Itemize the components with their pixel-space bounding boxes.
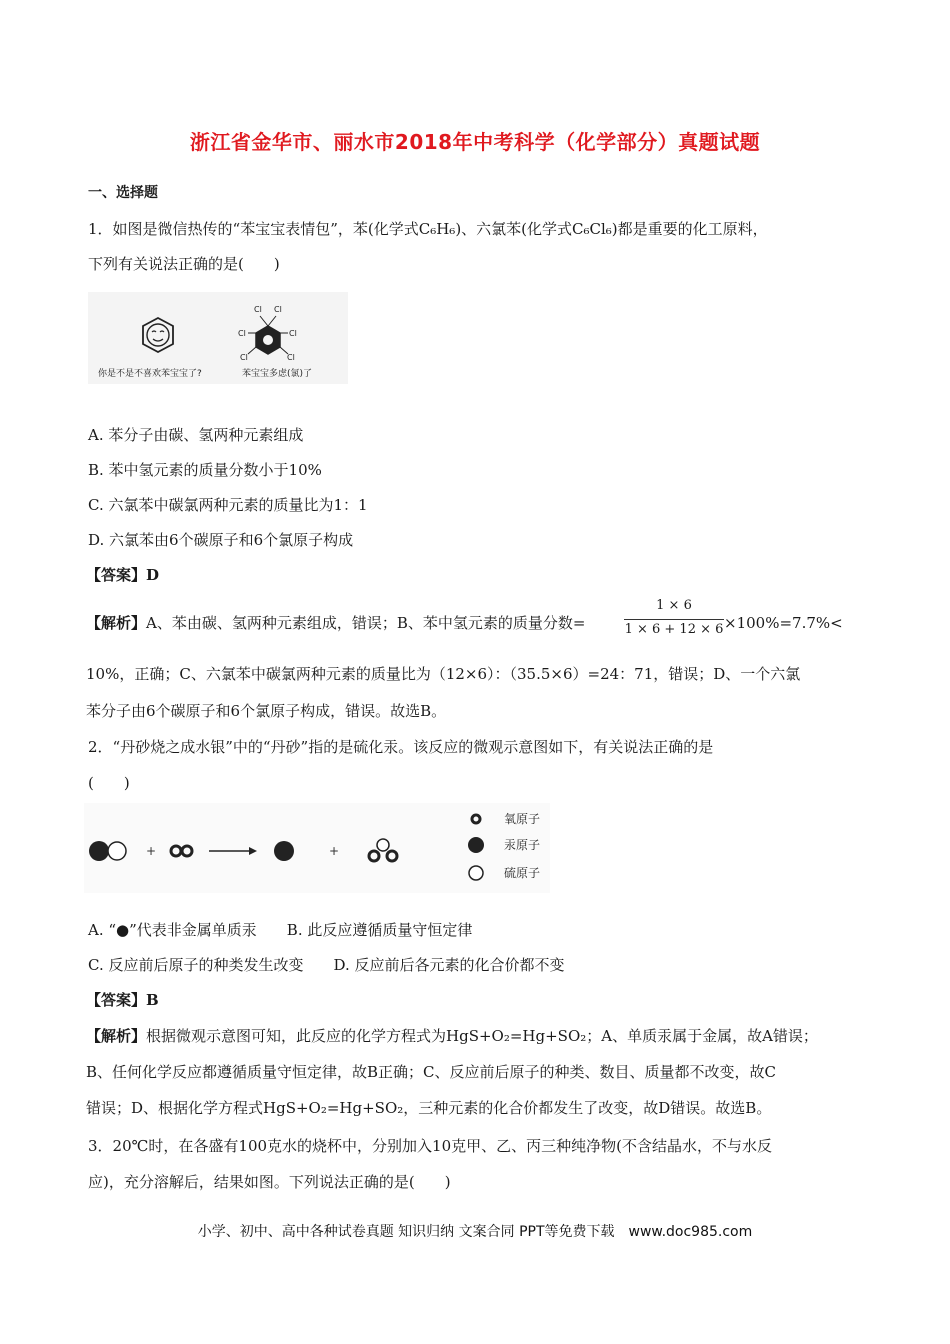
q2-stem-line2: ( )	[88, 774, 130, 792]
cl-label: Cl	[240, 353, 248, 362]
analysis-text: A、苯由碳、氢两种元素组成，错误；B、苯中氢元素的质量分数=	[146, 614, 586, 632]
cl-label: Cl	[238, 329, 246, 338]
mercury-atom	[89, 841, 109, 861]
plus-sign: +	[329, 844, 340, 858]
fraction-numerator: 1 × 6	[656, 598, 692, 613]
q1-benzene-meme-figure	[88, 292, 348, 384]
q1-analysis-line1-end: ×100%=7.7%<	[724, 614, 843, 632]
q1-analysis-line2: 10%，正确；C、六氯苯中碳氯两种元素的质量比为（12×6）：（35.5×6）=24：71，错误；D、一个六氯	[86, 665, 801, 683]
q2-stem-line1: 2．“丹砂烧之成水银”中的“丹砂”指的是硫化汞。该反应的微观示意图如下，有关说法正确的是	[88, 738, 714, 756]
q1-option-c: C. 六氯苯中碳氯两种元素的质量比为1：1	[88, 496, 368, 514]
q1-option-d: D. 六氯苯由6个碳原子和6个氯原子构成	[88, 531, 354, 549]
q1-analysis-line1	[86, 613, 585, 633]
cl-label: Cl	[287, 353, 295, 362]
caption-right: 苯宝宝多虑(氯)了	[242, 369, 313, 379]
analysis-text: 根据微观示意图可知，此反应的化学方程式为HgS+O₂=Hg+SO₂；A、单质汞属于金属，故A错误；	[146, 1027, 818, 1045]
analysis-label: 【解析】	[86, 614, 147, 632]
legend-oxygen-label: 氧原子	[504, 812, 541, 826]
cl-label: Cl	[274, 305, 282, 314]
q1-option-b: B. 苯中氢元素的质量分数小于10%	[88, 461, 322, 479]
ring-center	[263, 335, 273, 345]
q1-stem-line2: 下列有关说法正确的是( )	[88, 255, 280, 273]
plus-sign: +	[146, 844, 157, 858]
cl-label: Cl	[254, 305, 262, 314]
legend-mercury-label: 汞原子	[504, 838, 541, 852]
legend-sulfur-label: 硫原子	[504, 866, 541, 880]
q2-answer: 【答案】B	[86, 991, 159, 1009]
cl-label: Cl	[289, 329, 297, 338]
q2-analysis-line3: 错误；D、根据化学方程式HgS+O₂=Hg+SO₂，三种元素的化合价都发生了改变，故D错误。故选B。	[86, 1099, 772, 1117]
sulfur-atom	[377, 839, 389, 851]
caption-left: 你是不是不喜欢苯宝宝了?	[98, 369, 202, 379]
q1-option-a: A. 苯分子由碳、氢两种元素组成	[88, 426, 304, 444]
q3-stem-line1: 3．20℃时，在各盛有100克水的烧杯中，分别加入10克甲、乙、丙三种纯净物(不含结晶水，不与水反	[88, 1137, 772, 1155]
page-title: 浙江省金华市、丽水市2018年中考科学（化学部分）真题试题	[189, 130, 761, 154]
fraction-denominator: 1 × 6 + 12 × 6	[624, 622, 724, 637]
q2-options-ab: A. “●”代表非金属单质汞 B. 此反应遵循质量守恒定律	[88, 921, 473, 939]
analysis-label: 【解析】	[86, 1027, 147, 1045]
page-footer[interactable]: 小学、初中、高中各种试卷真题 知识归纳 文案合同 PPT等免费下载 www.doc985.com	[197, 1224, 753, 1240]
q1-stem-line1: 1．如图是微信热传的“苯宝宝表情包”，苯(化学式C₆H₆)、六氯苯(化学式C₆Cl₆)都是重要的化工原料，	[88, 220, 768, 238]
q2-analysis-line1	[86, 1026, 818, 1046]
section-heading: 一、选择题	[88, 185, 158, 201]
sulfur-atom	[108, 842, 126, 860]
q2-reaction-diagram	[84, 803, 550, 893]
fraction-bar	[624, 619, 724, 620]
mercury-atom	[274, 841, 294, 861]
legend-mercury-icon	[468, 837, 484, 853]
q2-options-cd: C. 反应前后原子的种类发生改变 D. 反应前后各元素的化合价都不变	[88, 956, 565, 974]
q1-answer: 【答案】D	[86, 566, 160, 584]
legend-sulfur-icon	[469, 866, 483, 880]
q1-analysis-line3: 苯分子由6个碳原子和6个氯原子构成，错误。故选B。	[86, 702, 447, 720]
q2-analysis-line2: B、任何化学反应都遵循质量守恒定律，故B正确；C、反应前后原子的种类、数目、质量都不改变，故C	[86, 1063, 777, 1081]
q3-stem-line2: 应)，充分溶解后，结果如图。下列说法正确的是( )	[88, 1173, 451, 1191]
